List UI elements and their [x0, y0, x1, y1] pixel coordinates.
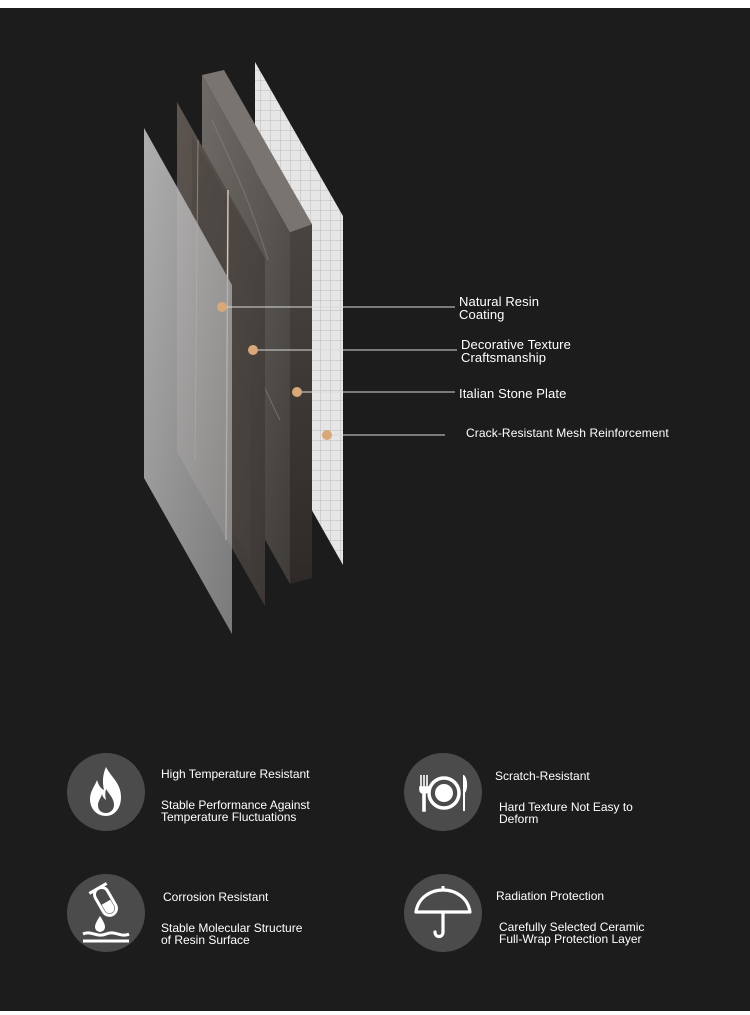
feature-desc-corrosion-resistant: Stable Molecular Structure of Resin Surface [161, 921, 303, 947]
callout-italian-stone-plate: Italian Stone Plate [459, 386, 567, 401]
callout-decorative-texture: Decorative Texture Craftsmanship [461, 337, 571, 365]
stone-plate-edge [290, 224, 312, 584]
plate-cutlery-icon [404, 753, 482, 831]
feature-desc-high-temperature: Stable Performance Against Temperature Fluctuations [161, 798, 310, 824]
umbrella-icon [404, 874, 482, 952]
feature-title-corrosion-resistant: Corrosion Resistant [163, 890, 269, 904]
callout-dot [248, 345, 258, 355]
feature-title-scratch-resistant: Scratch-Resistant [495, 769, 590, 783]
flame-icon [67, 753, 145, 831]
feature-desc-radiation-protection: Carefully Selected Ceramic Full-Wrap Protection Layer [499, 920, 645, 946]
feature-title-radiation-protection: Radiation Protection [496, 889, 605, 903]
callout-dot [322, 430, 332, 440]
callout-natural-resin-coating: Natural Resin Coating [459, 294, 540, 322]
callout-dot [217, 302, 227, 312]
feature-desc-scratch-resistant: Hard Texture Not Easy to Deform [499, 800, 633, 826]
test-tube-icon [67, 874, 145, 952]
feature-title-high-temperature: High Temperature Resistant [161, 767, 310, 781]
callout-dot [292, 387, 302, 397]
callout-mesh-reinforcement: Crack-Resistant Mesh Reinforcement [466, 426, 669, 440]
